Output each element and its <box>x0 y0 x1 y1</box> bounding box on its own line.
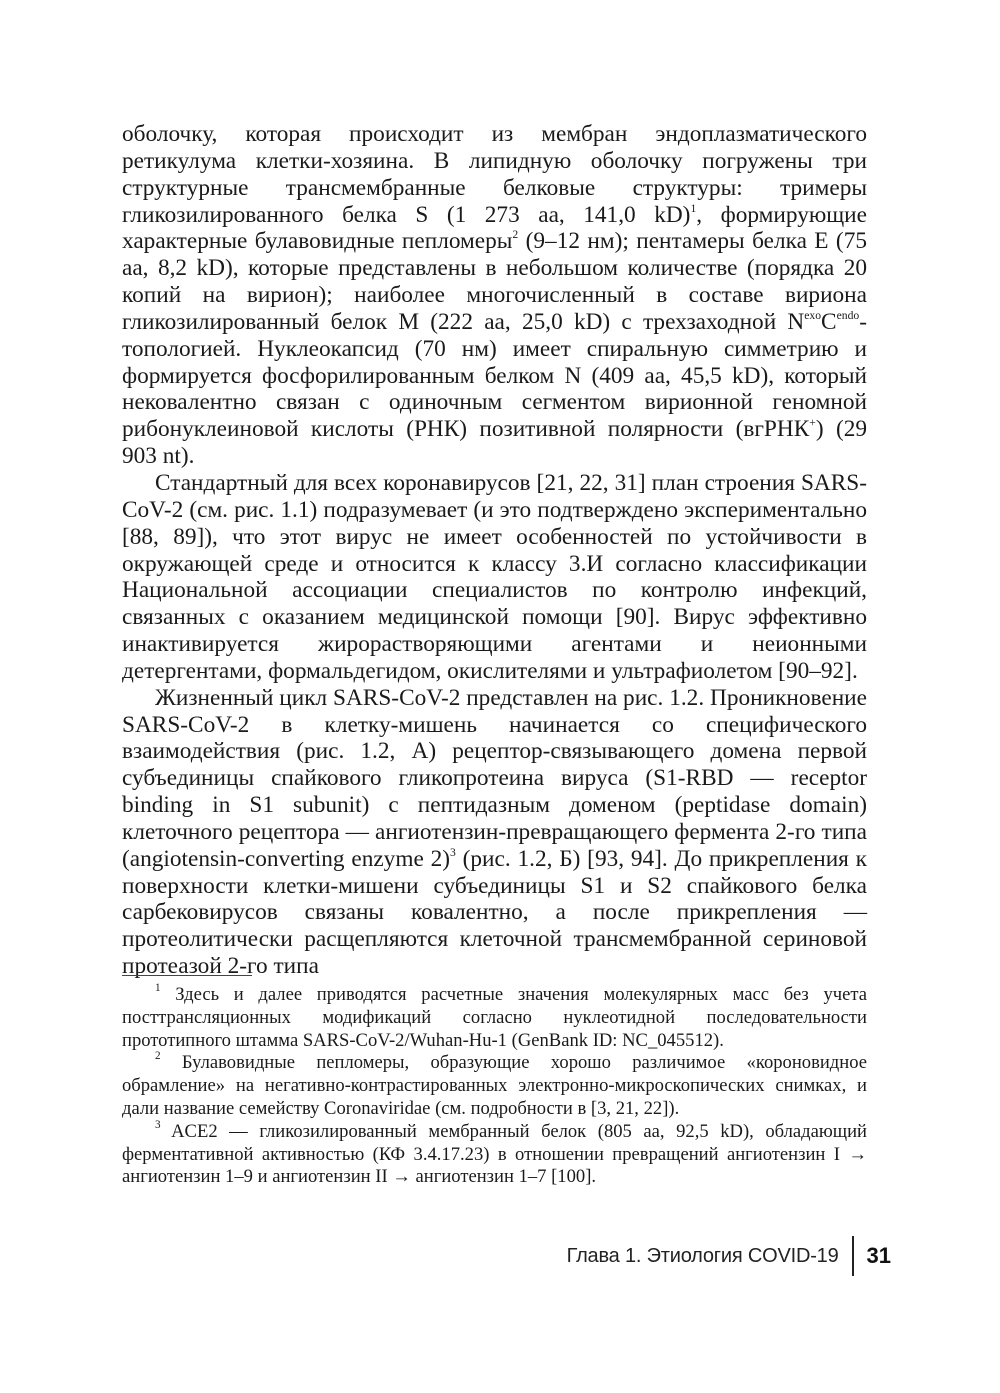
footnotes <box>122 984 867 1189</box>
footnote-text: Здесь и далее приводятся расчетные значения молекулярных масс без учета посттрансляционных модификаций согласно нуклеотидной последовательности прототипного штамма SARS-CoV-2/Wuhan-Hu-1 (GenBank ID: NC_045512). <box>122 984 867 1051</box>
superscript-plus: + <box>809 416 816 430</box>
footnote-ref-2: 2 <box>512 228 519 242</box>
footnote-text: ACE2 — гликозилированный мембранный белок (805 aa, 92,5 kD), обладающий ферментативной активностью (КФ 3.4.17.23) в отношении превращений ангиотензин I → ангиотензин 1–9 и ангиотензин II → ангиотензин 1–7 [100]. <box>122 1120 868 1188</box>
superscript-endo: endo <box>836 309 860 323</box>
footnote-number: 1 <box>155 982 161 995</box>
footnote-ref-3: 3 <box>450 845 456 859</box>
superscript-exo: exo <box>804 309 822 323</box>
footnote-separator <box>122 975 252 976</box>
paragraph-1: оболочку, которая происходит из мембран эндоплазматического ретикулума клетки-хозяина. В липидную оболочку погружены три структурные трансмембранные белковые структуры: тримеры гликозилированного белка S (1 273 aa, 141,0 kD)$^1$, формирующие характерные булавовидные пепломеры$^2$ (9–12 нм); пентамеры белка E (75 aa, 8,2 kD), которые представлены в небольшом количестве (порядка 20 копий на вирион); наиболее многочисленный в составе вириона гликозилированный белок M (222 aa, 25,0 kD) с трехзаходной $N^{exo}C^{endo}$-топологией. Нуклеокапсид (70 нм) имеет спиральную симметрию и формируется фосфорилированным белком N (409 aa, 45,5 kD), который нековалентно связан с одиночным сегментом вирионной геномной рибонуклеиновой кислоты (РНК) позитивной полярности (вгРНК+) (29 903 nt). <box>122 121 867 470</box>
footnote-2 <box>122 1052 867 1120</box>
footnote-3 <box>122 1118 868 1189</box>
body-text <box>122 121 867 980</box>
chapter-title: Глава 1. Этиология COVID-19 <box>566 1244 839 1267</box>
page-number: 31 <box>866 1243 891 1268</box>
footnote-ref-1: 1 <box>690 201 697 215</box>
paragraph-2: Стандартный для всех коронавирусов [21, 22, 31] план строения SARS-CoV-2 (см. рис. 1.1) подразумевает (и это подтверждено экспериментально [88, 89]), что этот вирус не имеет особенностей по устойчивости в окружающей среде и относится к классу 3.И согласно классификации Национальной ассоциации специалистов по контролю инфекций, связанных с оказанием медицинской помощи [90]. Вирус эффективно инактивируется жирорастворяющими агентами и неионными детергентами, формальдегидом, окислителями и ультрафиолетом [90–92]. <box>122 469 867 684</box>
paragraph-3: Жизненный цикл SARS-CoV-2 представлен на рис. 1.2. Проникновение SARS-CoV-2 в клетку-мишень начинается со специфического взаимодействия (рис. 1.2, А) рецептор-связывающего домена первой субъединицы спайкового гликопротеина вируса (S1-RBD — receptor binding in S1 subunit) с пептидазным доменом (peptidase domain) клеточного рецептора — ангиотензин-превращающего фермента 2-го типа (angiotensin-converting enzyme 2)$^3$ (рис. 1.2, Б) [93, 94]. До прикрепления к поверхности клетки-мишени субъединицы S1 и S2 спайкового белка сарбековирусов связаны ковалентно, а после прикрепления — протеолитически расщепляются клеточной трансмембранной сериновой протеазой 2-го типа <box>122 684 867 980</box>
footnote-number: 3 <box>155 1118 161 1131</box>
footnote-text: Булавовидные пепломеры, образующие хорошо различимое «короновидное обрамление» на негативно-контрастированных электронно-микроскопических снимках, и дали название семейству Coronaviridae (см. подробности в [3, 21, 22]). <box>122 1052 867 1119</box>
footnote-1 <box>122 984 867 1052</box>
footnote-number: 2 <box>155 1050 161 1063</box>
running-footer <box>567 1236 891 1276</box>
